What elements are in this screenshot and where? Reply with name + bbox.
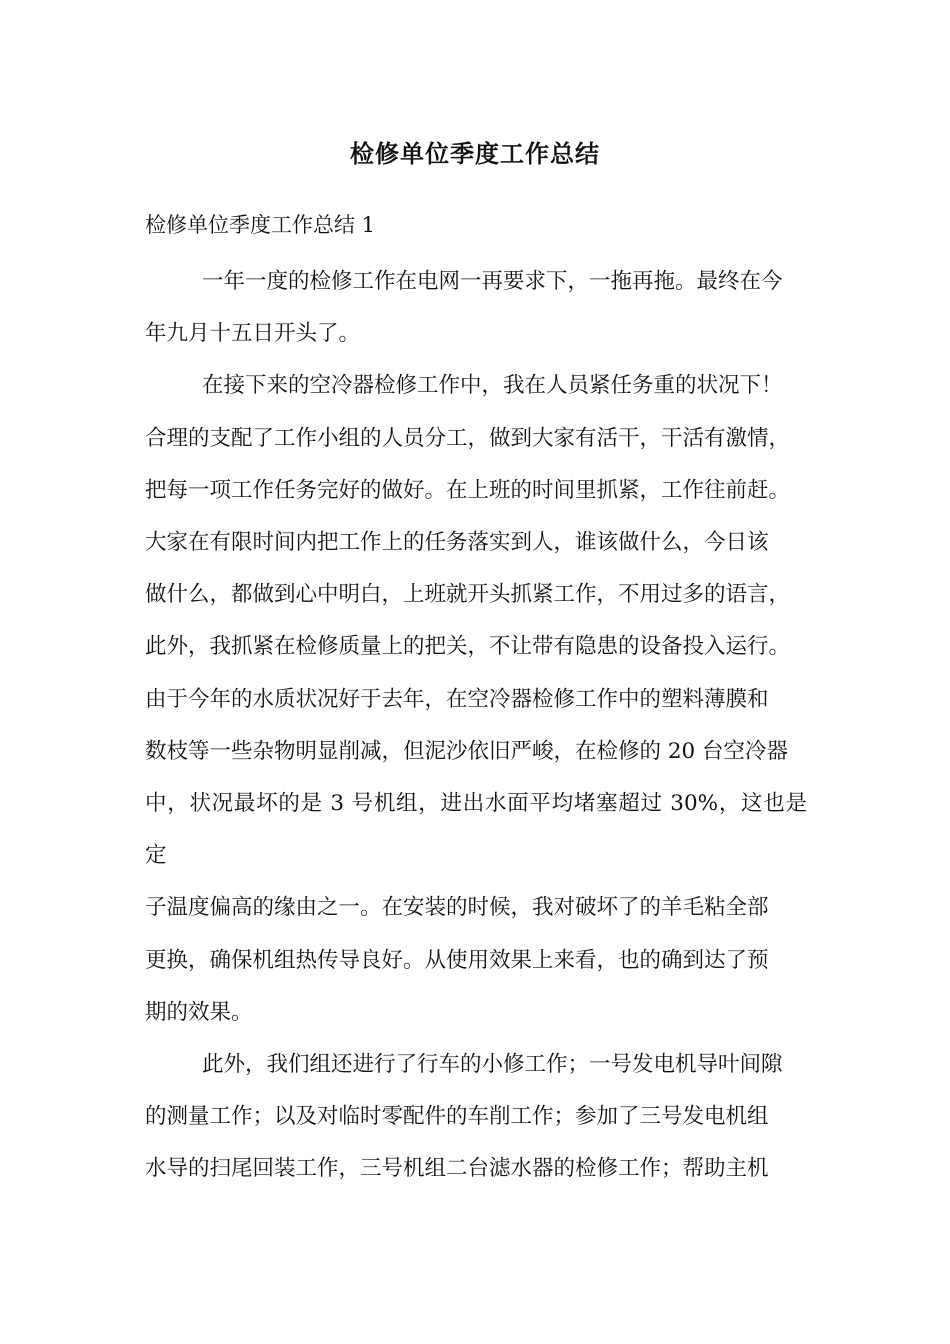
paragraph-2: 在接下来的空冷器检修工作中，我在人员紧任务重的状况下！ 合理的支配了工作小组的人员分工，做到大家有活干，干活有激情， 把每一项工作任务完好的做好。在上班的时间里抓紧，工作往前赶。 大家在有限时间内把工作上的任务落实到人，谁该做什么，今日该 做什么，都做到心中明白，上班就开头抓紧工作，不用过多的语言， 此外，我抓紧在检修质量上的把关，不让带有隐患的设备投入运行。 由于今年的水质状况好于去年，在空冷器检修工作中的塑料薄膜和 数枝等一些杂物明显削减，但泥沙依旧严峻，在检修的 20 台空冷器 中，状况最坏的是 3 号机组，进出水面平均堵塞超过 30%，这也是定 子温度偏高的缘由之一。在安装的时候，我对破坏了的羊毛粘全部 更换，确保机组热传导良好。从使用效果上来看，也的确到达了预 期的效果。 <box>145 373 807 1025</box>
document-title: 检修单位季度工作总结 <box>350 139 600 168</box>
paragraph-3: 此外，我们组还进行了行车的小修工作；一号发电机导叶间隙 的测量工作；以及对临时零配件的车削工作；参加了三号发电机组 水导的扫尾回装工作，三号机组二台滤水器的检修工作；帮助主机 <box>145 1052 783 1182</box>
document-body <box>145 256 807 1196</box>
paragraph-1: 一年一度的检修工作在电网一再要求下，一拖再拖。最终在今 年九月十五日开头了。 <box>145 269 783 347</box>
section-heading: 检修单位季度工作总结 1 <box>145 213 376 237</box>
